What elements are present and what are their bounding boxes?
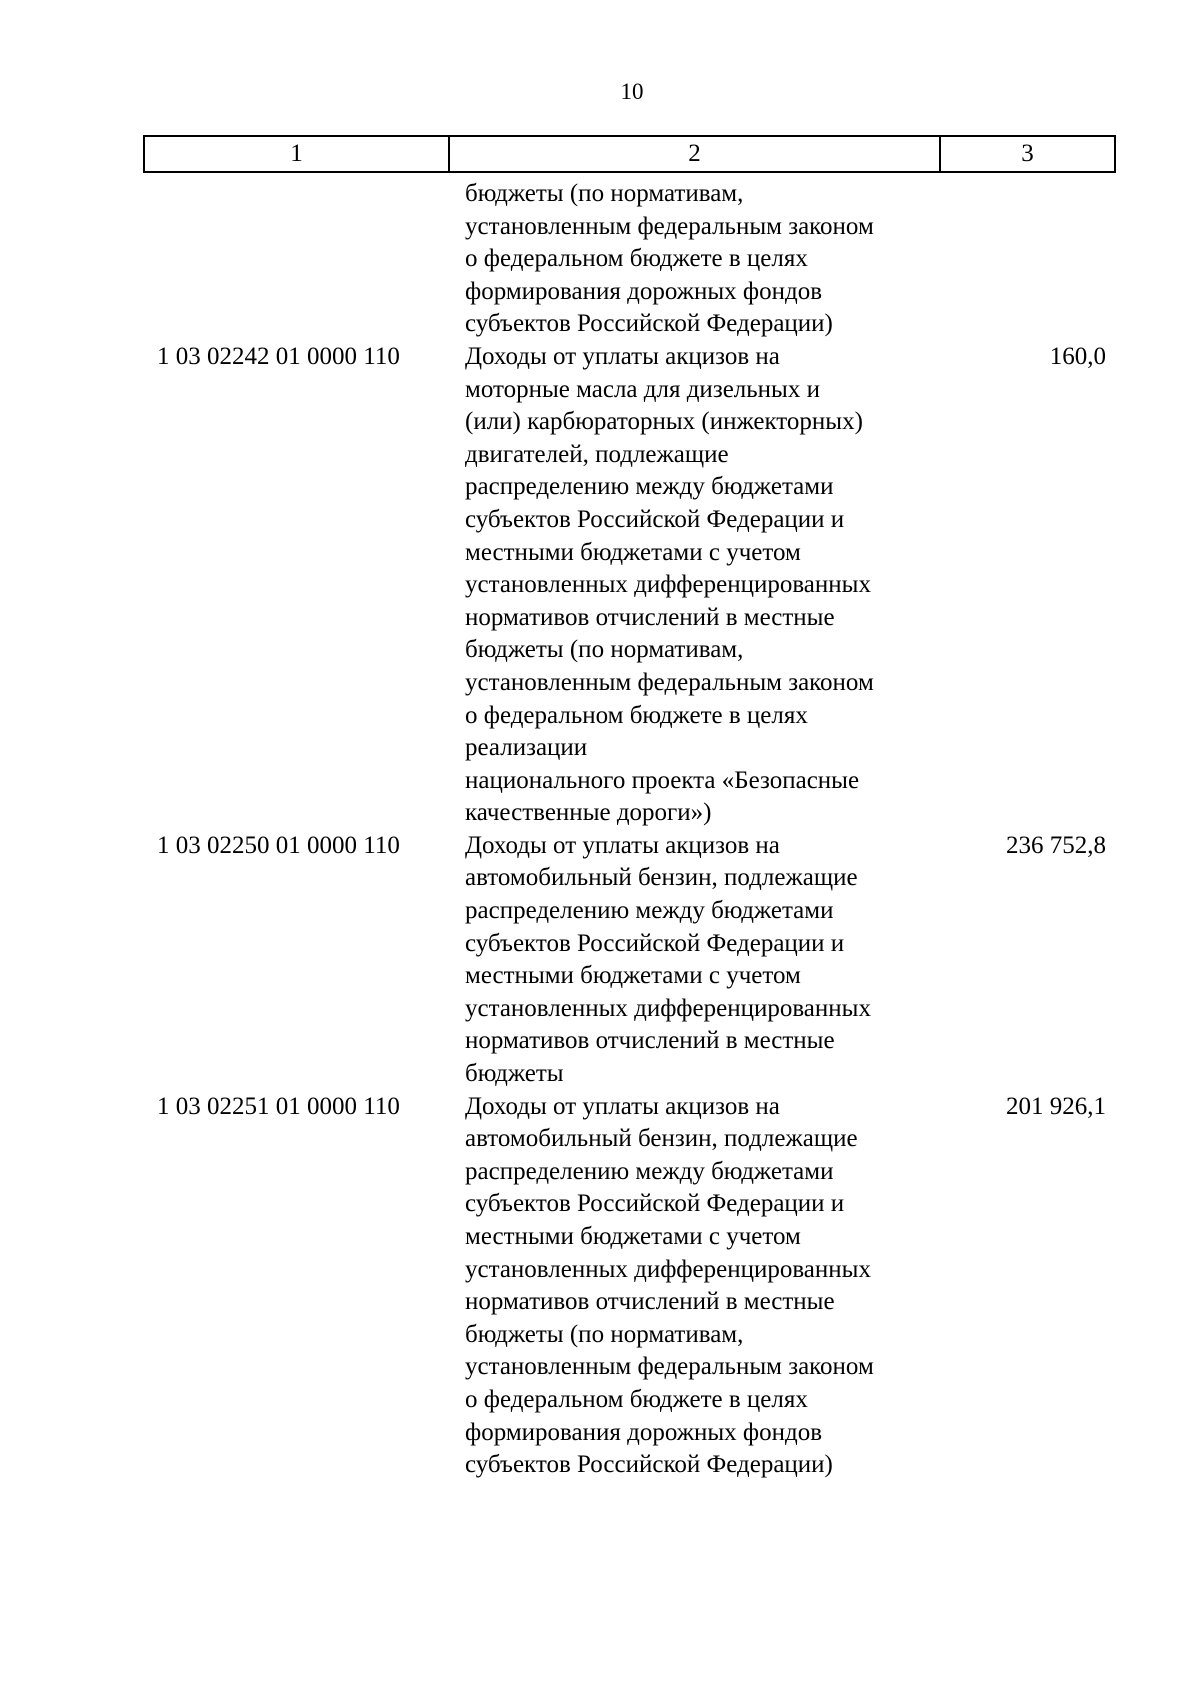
description-line: Доходы от уплаты акцизов на [465, 342, 780, 370]
row-code: 1 03 02242 01 0000 110 [157, 342, 400, 370]
row-amount: 160,0 [1049, 342, 1106, 370]
description-line: Доходы от уплаты акцизов на [465, 1092, 780, 1120]
description-line: установленным федеральным законом [465, 668, 874, 696]
description-line: местными бюджетами с учетом [465, 1223, 801, 1250]
description-line: национального проекта «Безопасные [465, 766, 860, 794]
header-cell-description: 2 [450, 137, 941, 171]
description-line: нормативов отчислений в местные [465, 1027, 835, 1055]
description-line: установленным федеральным законом [465, 1353, 874, 1381]
description-line: субъектов Российской Федерации) [465, 1451, 833, 1479]
description-line: о федеральном бюджете в целях [465, 701, 808, 729]
description-line: моторные масла для дизельных и [465, 375, 820, 403]
table-body [143, 178, 1116, 1482]
page-number: 10 [620, 79, 644, 104]
description-line: субъектов Российской Федерации и [465, 1190, 845, 1218]
description-line: реализации [465, 734, 588, 762]
description-line: (или) карбюраторных (инжекторных) [465, 408, 863, 436]
row-amount: 201 926,1 [1006, 1092, 1106, 1120]
row-description [448, 1091, 939, 1482]
table-row [143, 1091, 1116, 1482]
description-line: автомобильный бензин, подлежащие [465, 1125, 858, 1153]
row-amount: 236 752,8 [1006, 831, 1106, 859]
description-line: распределению между бюджетами [465, 897, 834, 925]
description-line: качественные дороги») [465, 799, 712, 827]
table-row [143, 830, 1116, 1091]
row-description [448, 341, 939, 830]
table-header-row [143, 135, 1116, 173]
description-line: установленным федеральным законом [465, 212, 874, 240]
table-row [143, 341, 1116, 830]
description-line: формирования дорожных фондов [465, 277, 822, 305]
description-line: субъектов Российской Федерации) [465, 310, 833, 338]
header-cell-amount: 3 [1021, 140, 1034, 167]
description-line: местными бюджетами с учетом [465, 538, 801, 566]
row-description [448, 830, 939, 1091]
description-line: установленных дифференцированных [465, 571, 871, 599]
description-line: бюджеты (по нормативам, [465, 1320, 744, 1348]
table-row [143, 178, 1116, 341]
description-line: субъектов Российской Федерации и [465, 505, 845, 533]
description-line: автомобильный бензин, подлежащие [465, 864, 858, 892]
description-line: о федеральном бюджете в целях [465, 245, 808, 273]
row-code: 1 03 02250 01 0000 110 [157, 831, 400, 859]
description-line: бюджеты (по нормативам, [465, 636, 744, 664]
description-line: нормативов отчислений в местные [465, 1288, 835, 1316]
description-line: установленных дифференцированных [465, 1255, 871, 1283]
description-line: бюджеты (по нормативам, [465, 180, 744, 207]
description-line: о федеральном бюджете в целях [465, 1385, 808, 1413]
description-line: распределению между бюджетами [465, 473, 834, 501]
description-line: двигателей, подлежащие [465, 440, 729, 468]
description-line: распределению между бюджетами [465, 1157, 834, 1185]
description-line: установленных дифференцированных [465, 994, 871, 1022]
row-description [448, 178, 939, 341]
description-line: нормативов отчислений в местные [465, 603, 835, 631]
description-line: субъектов Российской Федерации и [465, 929, 845, 957]
description-line: формирования дорожных фондов [465, 1418, 822, 1446]
row-code: 1 03 02251 01 0000 110 [157, 1092, 400, 1120]
header-cell-code: 1 [145, 137, 450, 171]
description-line: Доходы от уплаты акцизов на [465, 831, 780, 859]
description-line: местными бюджетами с учетом [465, 962, 801, 990]
description-line: бюджеты [465, 1060, 564, 1088]
